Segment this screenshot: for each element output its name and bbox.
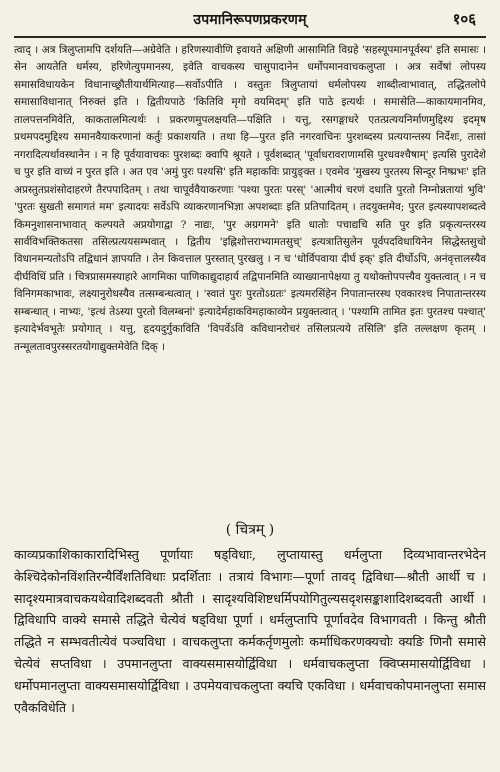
main-text-paragraph: काव्यप्रकाशिकाकारादिभिस्तु पूर्णायाः षड्विधाः, लुप्तायास्तु धर्मलुप्ता दिव्यभावान्तरभेदेन केश्चिदेकोनविंशतिरन्यैर्विंशतिविधाः प्रदर्शिताः । तत्रायं विभागः—पूर्णा तावद् द्विविधा—श्रौती आर्थी च । सादृश्यमात्रवाचकयथेवादिशब्दवती श्रौती । सादृश्यविशिष्टधर्मिपयोगितुल्यसदृशसङ्काशादिशब्दवती आर्थी । द्विविधापि वाक्ये समासे तद्धिते चेत्येवं षड्विधा पूर्णा । धर्मलुप्तापि पूर्णावदेव विभागवती । किन्तु श्रौती तद्धिते न सम्भवतीत्येवं पञ्चविधा । वाचकलुप्ता कर्मकर्तृणमुलोः कर्माधिकरणक्यचोः क्यङि णिनौ समासे चेत्येवं सप्तविधा । उपमानलुप्ता वाक्यसमासयोर्द्विविधा । धर्मवाचकलुप्ता क्विप्समासयोर्द्विविधा । धर्मोपमानलुप्ता वाक्यसमासयोर्द्विविधा । उपमेयवाचकलुप्ता क्यचि एकविधा । धर्मवाचकोपमानलुप्ता समास एवैकविधेति । — [14, 547, 486, 715]
page-header — [14, 8, 486, 32]
header-rule — [14, 36, 486, 38]
section-heading: ( चित्रम् ) — [225, 522, 275, 538]
page-number: १०६ — [452, 10, 476, 28]
commentary-paragraph: त्वाद् । अत्र त्रिलुप्तामपि दर्शयति—अग्रेवेति । हरिणस्यावीणि इवायते अक्षिणी आसामिति विग्रहे 'सहस्यूपमानपूर्वस्य' इति समासः । सेन आयतेति धर्मस्य, हरिणेत्युपमानस्य, इवेति वाचकस्य चासुपादानेन धर्मोपमानवाचकलुप्ता । अत्र सर्वेषां लोपस्य समासविधायकेन विधानाच्छ्रौतीयार्थमित्याह—सर्वोऽपीति । वस्तुतः त्रिलुप्तायां धर्मलोपस्य शाब्दीत्वाभावात्, तद्धितलोपे समासाविधानात् निरुक्तं इति । द्वितीयपाठे 'कितिवि मृगो वयमिदम्' इति पाठे इत्यर्थः । समासेति—काकायमानमिव, तालपत्तनमिवेति, काकतालमित्यर्थः । प्रकरणमुपलक्षयति—पक्षिति । यत्तु, रसगङ्गाधरे एतत्प्रत्ययनिर्माणमुद्दिश्य इदमृष प्रथमपदमुद्दिश्य समानवैयाकरणानां कर्तुः प्रकाशयति । तथा हि—पुरत इति नगरवाचिनः पुरशब्दस्य प्रत्ययान्तस्य निर्देशः, तासां नगरादित्यर्थावस्थानेन । न हि पूर्वयावाचकः पुरशब्दः क्वापि श्रूयते । पूर्वशब्दात् 'पूर्वाधरावराणामसि पुरधवश्चैषाम्' इत्यसि पुरादेशे च पुर इति वाच्यं न पुरत इति । अत एव 'अमुं पुरः पश्यसि' इति महाकविः प्रायुङ्क्त । एवमेव 'मुखस्य पुरतस्य सिन्दूर निष्प्रभः' इति अप्रस्तुतप्रशंसोदाहरणे तैरपपादितम् । तथा चापूर्ववैयाकरणाः 'पश्या पुरतः परस्' 'आत्मीयं चरणं दधाति पुरतो निम्नोन्नतायां भुवि' 'पुरतः सुखती समागतं मम' इत्यादयः सर्वेऽपि व्याकरणानभिज्ञा अपशब्दाः इति प्रतिपादितम् । तदयुक्तमेव; पुरत इत्यस्यापशब्दत्वे किमनुशासनाभावात् कल्पयते अप्रयोगाद्वा ? नाद्यः, 'पुर अग्रगमने' इति धातोः पचाद्यचि सति पुर इति प्रकृत्यन्तरस्य सार्वविभक्तिकतसा तसिल्प्रत्ययसम्भवात् । द्वितीय 'इह्निशोत्तराभ्यामतसुच्' इत्यत्रातिसुलेन पूर्वपदविधायिनेन सिद्धेस्तसुचो विधानमन्यतोऽपि तद्विधानं ज्ञापयति । तेन किवत्ताल पुरस्तात् पुरखलु । न च 'धोर्विपवाया दीर्घ इक्' इति दीर्घोऽपि, अनंवृत्तालस्यैव दीर्घविधिं प्रति । चित्रप्रासमस्याहारे आगमिका पाणिकाद्युदाहार्य तद्विपानमिति व्याख्यानापेक्षया तु यथोक्तोपपत्त्यैव युक्तत्वात् । न च विनिगमकाभावः, लक्ष्यानुरोधस्यैव तत्सम्बन्धत्वात् । 'स्वातं पुरः पुरतोऽग्रतः' इत्यमरसिंहेन निपातान्तरस्थ एवकारश्च निपातान्तरस्य सम्बन्धात् । नाभ्यः, 'इत्थं तेऽस्या पुरतो विलम्बनां' इत्यादेर्महाकविमहाकाव्येन प्रयुक्तत्वात् । 'पश्यामि तामित इतः पुरतश्च पश्चात्' इत्यादेर्भवभूतेः प्रयोगात् । यत्तु, हृदयदुर्गुकाविति 'विपर्वेऽवि कविधानरोचरं तसिलप्रत्यये तसिलि' इति तल्लक्षण कृतम् । तन्मूलतावपुरस्सरतयोगाद्युक्तमेवेति दिक् । — [14, 44, 486, 353]
running-title: उपमानिरूपणप्रकरणम् — [193, 12, 307, 28]
